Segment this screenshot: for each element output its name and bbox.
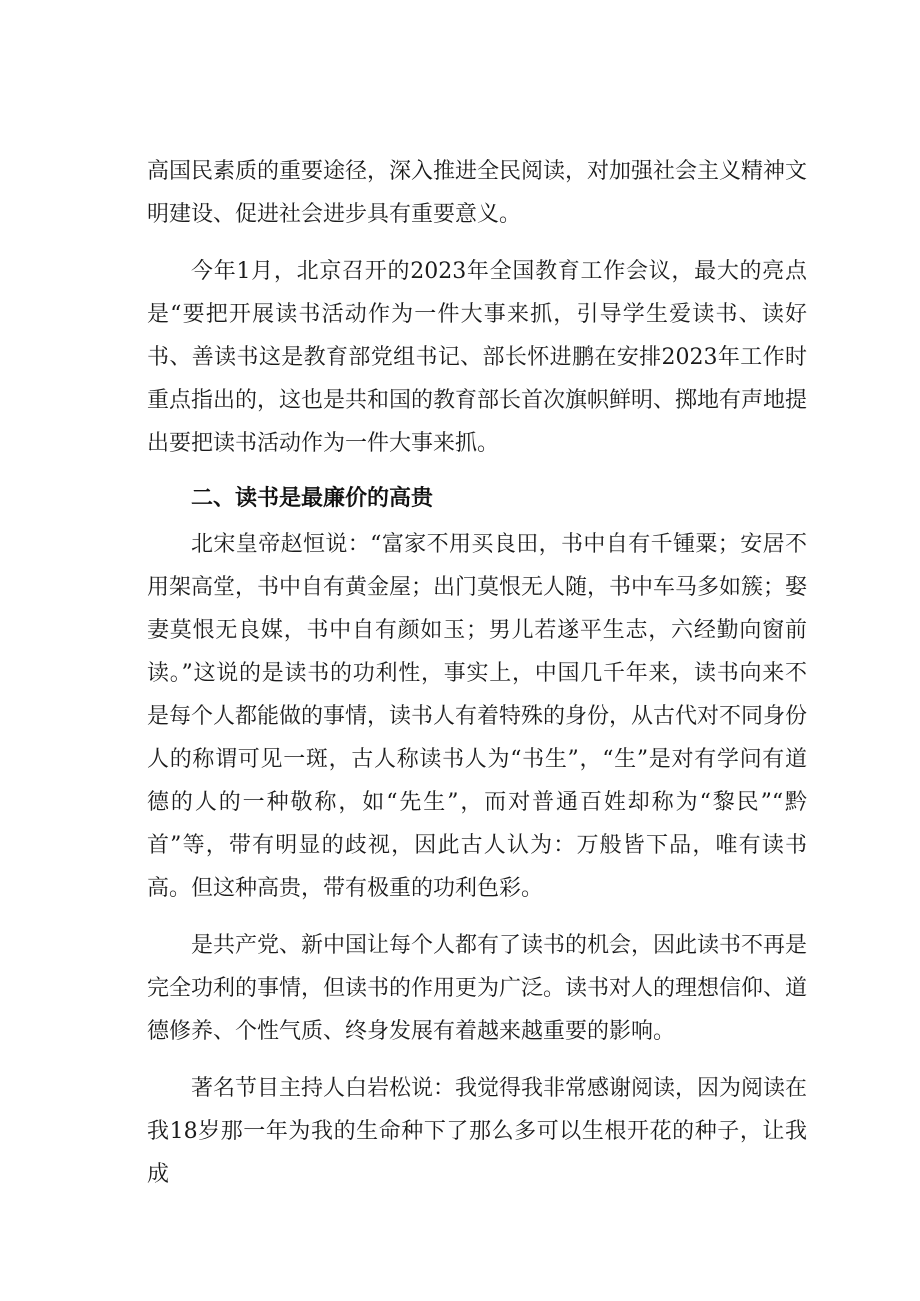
- paragraph-continued: 高国民素质的重要途径，深入推进全民阅读，对加强社会主义精神文明建设、促进社会进步具有重要意义。: [147, 159, 808, 227]
- document-body: [147, 150, 807, 1210]
- paragraph-bai-yansong: 著名节目主持人白岩松说：我觉得我非常感谢阅读，因为阅读在我18岁那一年为我的生命种下了那么多可以生根开花的种子，让我成: [147, 1076, 808, 1187]
- paragraph-zhao-heng-quote: 北宋皇帝赵恒说：“富家不用买良田，书中自有千锺粟；安居不用架高堂，书中自有黄金屋；出门莫恨无人随，书中车马多如簇；娶妻莫恨无良媒，书中自有颜如玉；男儿若遂平生志，六经勤向窗前读。”这说的是读书的功利性，事实上，中国几千年来，读书向来不是每个人都能做的事情，读书人有着特殊的身份，从古代对不同身份人的称谓可见一斑，古人称读书人为“书生”，“生”是对有学问有道德的人的一种敬称，如“先生”，而对普通百姓却称为“黎民”“黔首”等，带有明显的歧视，因此古人认为：万般皆下品，唯有读书高。但这种高贵，带有极重的功利色彩。: [147, 532, 808, 901]
- section-heading: 二、读书是最廉价的高贵: [191, 486, 434, 511]
- paragraph-communist-party: 是共产党、新中国让每个人都有了读书的机会，因此读书不再是完全功利的事情，但读书的作用更为广泛。读书对人的理想信仰、道德修养、个性气质、终身发展有着越来越重要的影响。: [147, 933, 808, 1044]
- paragraph-education-conference: 今年1月，北京召开的2023年全国教育工作会议，最大的亮点是“要把开展读书活动作为一件大事来抓，引导学生爱读书、读好书、善读书这是教育部党组书记、部长怀进鹏在安排2023年工作时重点指出的，这也是共和国的教育部长首次旗帜鲜明、掷地有声地提出要把读书活动作为一件大事来抓。: [147, 259, 808, 456]
